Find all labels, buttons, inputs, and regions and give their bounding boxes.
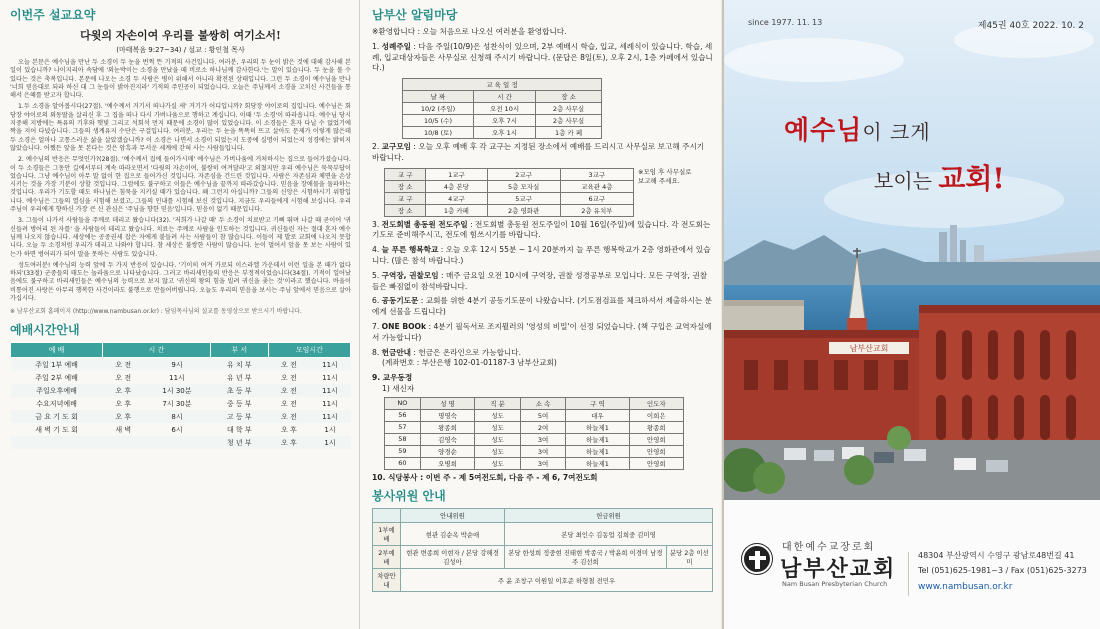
newfamily-cell: 59 [385, 445, 421, 457]
dept-cell: 고 등 부 [210, 410, 268, 423]
newfamily-table [384, 397, 684, 470]
cover-illustration [724, 0, 1100, 500]
newfamily-cell: 5여 [520, 409, 566, 421]
district-table [384, 168, 634, 217]
district-row [385, 192, 634, 204]
dept-cell: 유 치 부 [210, 358, 268, 372]
worship-cell: 주일 1부 예배 [11, 358, 103, 372]
dept-cell: 11시 [309, 384, 350, 397]
dept-cell: 11시 [322, 399, 338, 408]
dept-cell: 1시 [324, 425, 336, 434]
newfamily-cell: 하늘제1 [566, 457, 629, 469]
address: 48304 부산광역시 수영구 광남로48번길 41 [918, 551, 1075, 560]
newfamily-cell: 김영숙 [420, 433, 474, 445]
worship-cell: 주일 2부 예배 [35, 373, 78, 382]
notice-item: 2. 교구모임 : 오늘 오후 예배 후 각 교구는 지정된 장소에서 예배를 드리시고 사무실로 보고해 주시기 바랍니다. [372, 142, 705, 162]
newfamily-cell: 오병희 [420, 457, 474, 469]
notice-item: 5. 구역장, 권찰모임 : 매주 금요일 오전 10시에 구역장, 권찰 성경공부로 모입니다. 모든 구역장, 권찰들은 빠짐없이 참석바랍니다. [372, 270, 708, 291]
newfamily-cell: 성도 [475, 433, 521, 445]
newfamily-cell: 3여 [520, 433, 566, 445]
dept-cell: 11시 [309, 410, 350, 423]
newfamily-cell: 안영희 [629, 433, 683, 445]
worship-cell: 9시 [144, 358, 210, 372]
notices-section-title: 남부산 알림마당 [372, 8, 458, 22]
sermon-body [10, 59, 351, 303]
district-cell: 4층 본당 [426, 180, 487, 192]
sermon-paragraph: 1.두 소경을 알아봅시다(27절). '예수께서 거기서 떠나가실 새' 거기가 어디입니까? 회당장 야이로의 집입니다. 예수님은 회당장 야이로의 외동딸을 살리신 후 그 집을 떠나 다시 가버나움으로 행하고 계십니다. 이때 '두 소경'이 따라옵니다. 예수님 당시 지중해 지방에는 특유의 기후와 햇빛 그리고 석회석 먼지 때문에 소경이 많이 있었습니다. 이 소경들은 혼자 다닐 수 없었기에 짝을 지어 다녔습니다. 그들의 생계유지 수단은 구걸입니다. 여러분, 우리는 두 눈을 똑똑히 뜨고 살아도 문제가 이렇게 많은데 두 소경은 얼마나 고통스러운 삶을 살았겠습니까? 이 소경은 나면서 소경이 되었는지 도중에 실명이 되었는지 성경에는 밝히지 않았습니다. 어쨌든 앞을 못 본다는 것은 암흑과 무서운 세계에 갇혀 사는 사람들입니다. [10, 103, 351, 152]
newfamily-col-header: 인도자 [629, 397, 683, 409]
dept-col-header: 모임시간 [268, 343, 350, 358]
volunteer-cell: 현관 변종희 이현자 / 본당 강해경 김성아 [401, 546, 505, 569]
district-cell: 장 소 [385, 180, 426, 192]
worship-row [11, 371, 351, 384]
sermon-paragraph: 성도여러분! 예수님의 능력 앞에 두 가지 반응이 있습니다. '기이히 여겨 가로되 이스라엘 가운데서 이런 일을 본 때가 없다 하되'(33절) 군중들의 태도는 놀라움으로 나타났습니다. 그러고 바리새인들의 반응은 부정적이었습니다(34절). 기적이 일어났음에도 불구하고 바리새인들은 예수님의 능력으로 보지 않고 '귀신의 왕의 힘을 빌려 귀신을 좇는 것'이라고 했습니다. 바울이 비통어진 사랑은 아무리 행복한 사건이라도 불행으로 만들어버립니다. 오늘도 우리의 믿음을 보시는 주님 앞에서 믿음으로 살아가십시다. [10, 261, 351, 303]
sacrament-cell: 10/5 (수) [403, 115, 474, 127]
sermon-reference: (마태복음 9:27~34) / 설교 : 황인철 목사 [116, 46, 245, 54]
sacrament-caption: 교 육 일 정 [403, 79, 602, 91]
newfamily-cell: 안영희 [629, 445, 683, 457]
worship-col-header: 예 배 [11, 343, 103, 358]
church-photo-illustration [724, 0, 1100, 500]
dept-cell: 유 년 부 [226, 373, 252, 382]
worship-cell: 오 후 [115, 399, 132, 408]
worship-cell: 새 벽 기 도 회 [35, 425, 78, 434]
website-link[interactable]: www.nambusan.or.kr [918, 582, 1013, 592]
volunteer-cell: 현관 김순옥 박순애 [401, 523, 505, 546]
sacrament-cell: 10/2 (주일) [403, 103, 474, 115]
district-cell: 교 구 [385, 192, 426, 204]
worship-row [11, 384, 351, 397]
notice-item: 8. 헌금안내 : 헌금은 온라인으로 가능합니다. [372, 347, 522, 357]
newfamily-cell: 60 [385, 457, 421, 469]
newfamily-heading: 9. 교우동정 [372, 373, 413, 383]
volunteer-cell: 본당 한성희 정중현 진태현 박종국 / 박윤희 이경미 남경주 김선희 [505, 546, 667, 569]
divider [908, 552, 909, 596]
dept-cell: 오 전 [281, 373, 297, 382]
worship-section-title: 예배시간안내 [10, 323, 80, 338]
dept-cell: 오 전 [281, 399, 297, 408]
district-cell: 2층 유치부 [560, 204, 633, 216]
sacrament-cell: 오전 10시 [473, 103, 535, 115]
volunteer-cell: 분당 2층 이선미 [666, 546, 712, 569]
newfamily-row [385, 433, 684, 445]
dept-cell: 오 후 [268, 436, 309, 449]
sacrament-row [403, 103, 602, 115]
bank-account: (계좌번호 : 부산은행 102-01-01187-3 남부산교회) [382, 358, 557, 368]
worship-header-row [11, 343, 351, 358]
sacrament-cell: 1층 카 페 [536, 127, 602, 139]
newfamily-row [385, 445, 684, 457]
sacrament-col-header: 시 간 [473, 91, 535, 103]
notice-item: 3. 전도회별 총동원 전도주일 : 전도회별 총동원 전도주일이 10월 16일(주일)에 있습니다. 각 전도회는 기도로 준비해주시고, 전도에 힘쓰시기를 바랍니다. [372, 219, 711, 240]
meal-service-note: 10. 식당봉사 : 이번 주 - 제 5여전도회, 다음 주 - 제 6, 7여전도회 [372, 472, 598, 482]
since-date: since 1977. 11. 13 [748, 18, 823, 27]
newfamily-row [385, 457, 684, 469]
newfamily-cell: 성도 [475, 421, 521, 433]
newfamily-cell: 57 [385, 421, 421, 433]
newfamily-col-header: 소 속 [520, 397, 566, 409]
volunteer-label: 차량안내 [373, 569, 401, 592]
volunteer-row [373, 523, 713, 546]
newfamily-cell: 56 [385, 409, 421, 421]
worship-cell: 주일오후예배 [11, 384, 103, 397]
dept-cell: 11시 [309, 358, 350, 372]
newfamily-col-header: 성 명 [420, 397, 474, 409]
english-name: Nam Busan Presbyterian Church [782, 580, 888, 588]
worship-cell [103, 436, 144, 449]
dept-cell: 오 전 [268, 410, 309, 423]
sacrament-cell: 10/8 (토) [403, 127, 474, 139]
newfamily-col-header: 직 분 [475, 397, 521, 409]
worship-schedule-table [10, 342, 351, 449]
newfamily-cell: 이희은 [629, 409, 683, 421]
volunteer-col-header: 헌금위원 [505, 509, 713, 523]
district-cell: 장 소 [385, 204, 426, 216]
slogan [784, 110, 1005, 197]
worship-cell: 11시 [169, 373, 185, 382]
phone-fax: Tel (051)625-1981~3 / Fax (051)625-3273 [918, 566, 1087, 575]
dept-cell: 1시 [309, 436, 350, 449]
worship-cell: 오 전 [103, 358, 144, 372]
newfamily-cell: 왕종희 [629, 421, 683, 433]
worship-col-header: 시 간 [103, 343, 211, 358]
dept-cell: 오 전 [268, 384, 309, 397]
volunteer-cell: 주 윤 조창구 이원일 이호준 하형철 전민우 [401, 569, 713, 592]
newfamily-cell: 양경순 [420, 445, 474, 457]
district-cell: 2교구 [487, 168, 560, 180]
district-cell: 교육관 4층 [560, 180, 633, 192]
volunteer-table [372, 508, 713, 592]
district-cell: 1층 카페 [426, 204, 487, 216]
newfamily-cell: 하늘제1 [566, 433, 629, 445]
district-row [385, 180, 634, 192]
newfamily-row [385, 409, 684, 421]
newfamily-cell: 3여 [520, 457, 566, 469]
newfamily-row [385, 421, 684, 433]
worship-row [11, 410, 351, 423]
notices-panel [360, 0, 721, 629]
newfamily-cell: 성도 [475, 409, 521, 421]
district-cell: 5층 모자실 [487, 180, 560, 192]
district-row [385, 204, 634, 216]
dept-cell: 오 전 [268, 358, 309, 372]
newfamily-cell: 성도 [475, 445, 521, 457]
notice-item: 6. 공동기도문 : 교회를 위한 4분기 공동기도문이 나왔습니다. (기도점검표를 체크하셔서 제출하시는 분에게 선물을 드립니다) [372, 296, 713, 317]
volunteer-row [373, 546, 713, 569]
newfamily-cell: 성도 [475, 457, 521, 469]
issue-info: 제45권 40호 2022. 10. 2 [977, 21, 1084, 31]
worship-cell: 오 후 [103, 384, 144, 397]
cover-panel [722, 0, 1100, 629]
sermon-paragraph: 2. 예수님의 반응은 무엇인가?(28절). '예수께서 집에 들어가시매' 예수님은 가버나움에 거처하시는 집으로 들어가셨습니다. 이 두 소경들은 그동안 길에서부터 계속 따라오면서 '다윗의 자손이여, 불쌍히 여겨달라'고 외쳤지만 우리 예수님은 묵묵부답이었습니다. 그냥 예수님이 아무 말 없이 한 집으로 들어가신 것입니다. 자존심을 건드린 것입니다. 사람은 자존심과 체면을 손상시키는 것을 가장 기분이 상할 것입니다. 그럼에도 불구하고 이들은 예수님을 끝까지 따라갔습니다. 믿음을 장애물을 돌파하는 것입니다. 우리가 기도할 때도 하나님은 침묵을 지키실 때가 있습니다. 왜 그런지 아십니까? 그들의 신앙은 시험하시기 위함입니다. 예수님은 그들의 열심을 시험해 보셨고, 그들의 인내를 시험해 보신 것입니다. 지금도 우리들에게 시험해 보십니다. 우리 주님이 우리에게 향하신 가장 큰 신 관심은 '주님을 향한 믿음'입니다. 믿음이 없기 때문입니다. [10, 156, 351, 214]
church-footer [724, 500, 1100, 629]
notice-item: 1. 성례주일 : 다음 주일(10/9)은 성찬식이 있으며, 2부 예배시 학습, 입교, 세례식이 있습니다. 학습, 세례, 입교대상자들은 사무실로 신청해 주시기 바랍니다. (문답은 8일(토), 오후 2시, 1층 카페에서 있습니다.) [372, 41, 713, 73]
volunteer-label: 2부예배 [373, 546, 401, 569]
district-cell: 4교구 [426, 192, 487, 204]
worship-row [11, 397, 351, 410]
worship-cell: 6시 [171, 425, 183, 434]
sacrament-cell: 오후 1시 [473, 127, 535, 139]
building-sign: 남부산교회 [849, 344, 889, 353]
sacrament-cell: 2층 사무실 [536, 115, 602, 127]
dept-cell: 11시 [322, 373, 338, 382]
dept-col-header: 부 서 [210, 343, 268, 358]
newfamily-col-header: 구 역 [566, 397, 629, 409]
welcome-note: ※환영합니다 : 오늘 처음으로 나오신 여러분을 환영합니다. [372, 27, 567, 36]
dept-cell: 초 등 부 [210, 384, 268, 397]
district-note: ※모임 후 사무실로 보고해 주세요. [638, 167, 692, 185]
sermon-paragraph: 3. 그들이 나가서 사람들을 주께로 데리고 왔습니다(32). '저희가 나갈 때' 두 소경이 치료받고 기뻐 뛰며 나갈 때 곧이어 '귀신들려 벙어리 된 자를' 을 사람들이 데리고 왔습니다. 치료는 주께로 사람을 인도하는 것입니다. 귀신들린 자는 절대 혼자 예수님께 나오지 않습니다. 세상에는 공중권세 잡은 자에게 붙들려 사는 사람들이 참 많습니다. 이들이 제 발로 교회에 나오지 못합니다. 오늘 두 소경처럼 우리가 데리고 나와야 합니다. 참 세상은 불쌍한 사람이 많습니다. 눈이 멀어서 앞을 못 보는 사람이 있는가 하면 벙어리가 되어 말을 못하는 사람도 있습니다. [10, 217, 351, 258]
district-cell: 2층 영화관 [487, 204, 560, 216]
sermon-title: 다윗의 자손이여 우리를 불쌍히 여기소서! [80, 29, 281, 42]
sacrament-col-header: 날 짜 [403, 91, 474, 103]
sacrament-cell: 2층 사무실 [536, 103, 602, 115]
slogan-line-1: 예수님이 크게 [784, 116, 931, 146]
district-cell: 3교구 [560, 168, 633, 180]
church-name: 남부산교회 [780, 557, 897, 582]
sacrament-schedule-table [402, 78, 602, 139]
notice-item: 7. ONE BOOk : 4분기 필독서로 조지뮐러의 '영성의 비밀'이 선정 되었습니다. (책 구입은 교역자실에서 가능합니다) [372, 321, 712, 342]
district-cell: 교 구 [385, 168, 426, 180]
sacrament-col-header: 장 소 [536, 91, 602, 103]
volunteer-cell: 본당 최인수 김동업 김희중 김미영 [505, 523, 713, 546]
newfamily-cell: 하늘제1 [566, 445, 629, 457]
volunteer-row [373, 569, 713, 592]
homepage-note: ※ 남부산교회 홈페이지 (http://www.nambusan.or.kr) : 담임목사님의 설교를 동영상으로 받으시기 바랍니다. [10, 308, 302, 316]
newfamily-cell: 58 [385, 433, 421, 445]
district-block [384, 168, 713, 217]
worship-cell: 1시 30분 [144, 384, 210, 397]
volunteer-col-header: 안내위원 [401, 509, 505, 523]
newfamily-cell: 명영숙 [420, 409, 474, 421]
sermon-paragraph: 오늘 본문은 예수님을 만난 두 소경이 두 눈을 번쩍 뜬 기적의 사건입니다. 여러분, 우리의 두 눈이 밝은 것에 대해 감사해 본 일이 있습니까? 나이지리아 속담에 '외눈박이는 소경을 만났을 때 비로소 하나님께 감사한다.'는 말이 있습니다. 두 눈을 볼 수 있다는 것은 축복입니다. 본문에 나오는 소경 두 사람은 병이 위해서 아니라 확전된 상태입니다. 그런 두 소경이 예수님을 만나 '너희 믿음대로 되라 하신 대 그 눈들이 밝아진지라' 기적의 주인공이 되었습니다. 오늘은 주님께서 소경을 고치신 사건들을 통해서 은혜를 받고자 합니다. [10, 59, 351, 100]
worship-row [11, 358, 351, 372]
newfamily-col-header: NO [385, 397, 421, 409]
worship-cell: 8시 [144, 410, 210, 423]
worship-cell: 7시 30분 [162, 399, 192, 408]
district-cell: 6교구 [560, 192, 633, 204]
sermon-panel [0, 0, 360, 629]
newfamily-cell: 왕종희 [420, 421, 474, 433]
worship-cell: 금 요 기 도 회 [11, 410, 103, 423]
worship-row [11, 436, 351, 449]
dept-cell: 오 후 [281, 425, 297, 434]
district-row [385, 168, 634, 180]
notice-item: 4. 늘 푸른 행복학교 : 오늘 오후 12시 55분 ~ 1시 20분까지 늘 푸른 행복학교가 2층 영화관에서 있습니다. (많은 참석 바랍니다.) [372, 245, 711, 266]
sacrament-cell: 오후 7시 [473, 115, 535, 127]
worship-cell: 오 전 [115, 373, 132, 382]
sacrament-row [403, 115, 602, 127]
newfamily-subheading: 1) 새신자 [382, 383, 415, 393]
newfamily-cell: 2여 [520, 421, 566, 433]
worship-cell [144, 436, 210, 449]
denomination: 대한예수교장로회 [782, 542, 876, 553]
newfamily-cell: 대우 [566, 409, 629, 421]
worship-cell [11, 436, 103, 449]
dept-cell: 중 등 부 [226, 399, 252, 408]
worship-cell: 수요저녁예배 [36, 399, 77, 408]
worship-row [11, 423, 351, 436]
volunteer-section-title: 봉사위원 안내 [372, 489, 446, 504]
newfamily-cell: 안영희 [629, 457, 683, 469]
dept-cell: 청 년 부 [210, 436, 268, 449]
newfamily-cell: 하늘제1 [566, 421, 629, 433]
worship-cell: 오 후 [103, 410, 144, 423]
sacrament-row [403, 127, 602, 139]
sermon-section-title: 이번주 설교요약 [10, 8, 96, 22]
dept-cell: 대 학 부 [226, 425, 252, 434]
worship-cell: 새 벽 [115, 425, 132, 434]
volunteer-label: 1부예배 [373, 523, 401, 546]
district-cell: 1교구 [426, 168, 487, 180]
slogan-line-2: 보이는 교회! [874, 162, 1005, 195]
church-logo-icon [742, 544, 772, 574]
district-cell: 5교구 [487, 192, 560, 204]
newfamily-cell: 3여 [520, 445, 566, 457]
